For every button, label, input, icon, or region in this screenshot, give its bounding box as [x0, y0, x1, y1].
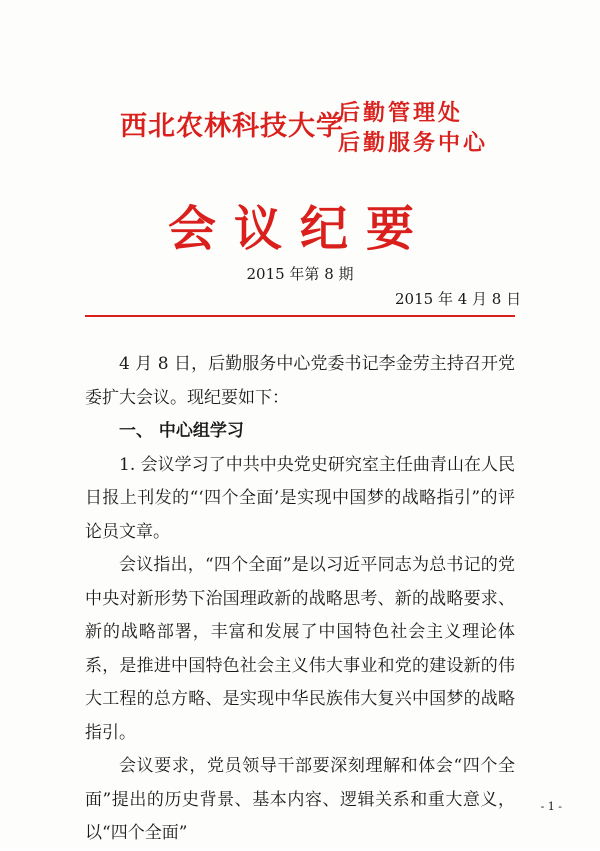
document-title: 会议纪要 [167, 201, 432, 257]
letterhead [0, 92, 600, 162]
section-heading: 一、 中心组学习 [119, 421, 244, 441]
header-divider [85, 315, 515, 317]
document-body [85, 348, 515, 851]
body-paragraph: 1. 会议学习了中共中央党史研究室主任曲青山在人民日报上刊发的“‘四个全面’是实现中国梦的战略指引”的评论员文章。 [85, 454, 515, 542]
body-paragraph: 会议要求，党员领导干部要深刻理解和体会“四个全面”提出的历史背景、基本内容、逻辑关系和重大意义，以“四个全面” [85, 756, 515, 843]
issue-number: 2015 年第 8 期 [246, 265, 354, 283]
university-name: 西北农林科技大学 [120, 111, 344, 142]
intro-paragraph: 4 月 8 日，后勤服务中心党委书记李金劳主持召开党委扩大会议。现纪要如下： [85, 354, 515, 408]
body-paragraph: 会议指出，“四个全面”是以习近平同志为总书记的党中央对新形势下治国理政新的战略思考、新的战略要求、新的战略部署，丰富和发展了中国特色社会主义理论体系，是推进中国特色社会主义伟大事业和党的建设新的伟大工程的总方略、是实现中华民族伟大复兴中国梦的战略指引。 [85, 555, 515, 743]
page-number: - 1 - [540, 800, 562, 813]
department-name-2: 后勤服务中心 [338, 130, 489, 156]
document-date: 2015 年 4 月 8 日 [395, 290, 522, 308]
department-name-1: 后勤管理处 [338, 100, 464, 126]
